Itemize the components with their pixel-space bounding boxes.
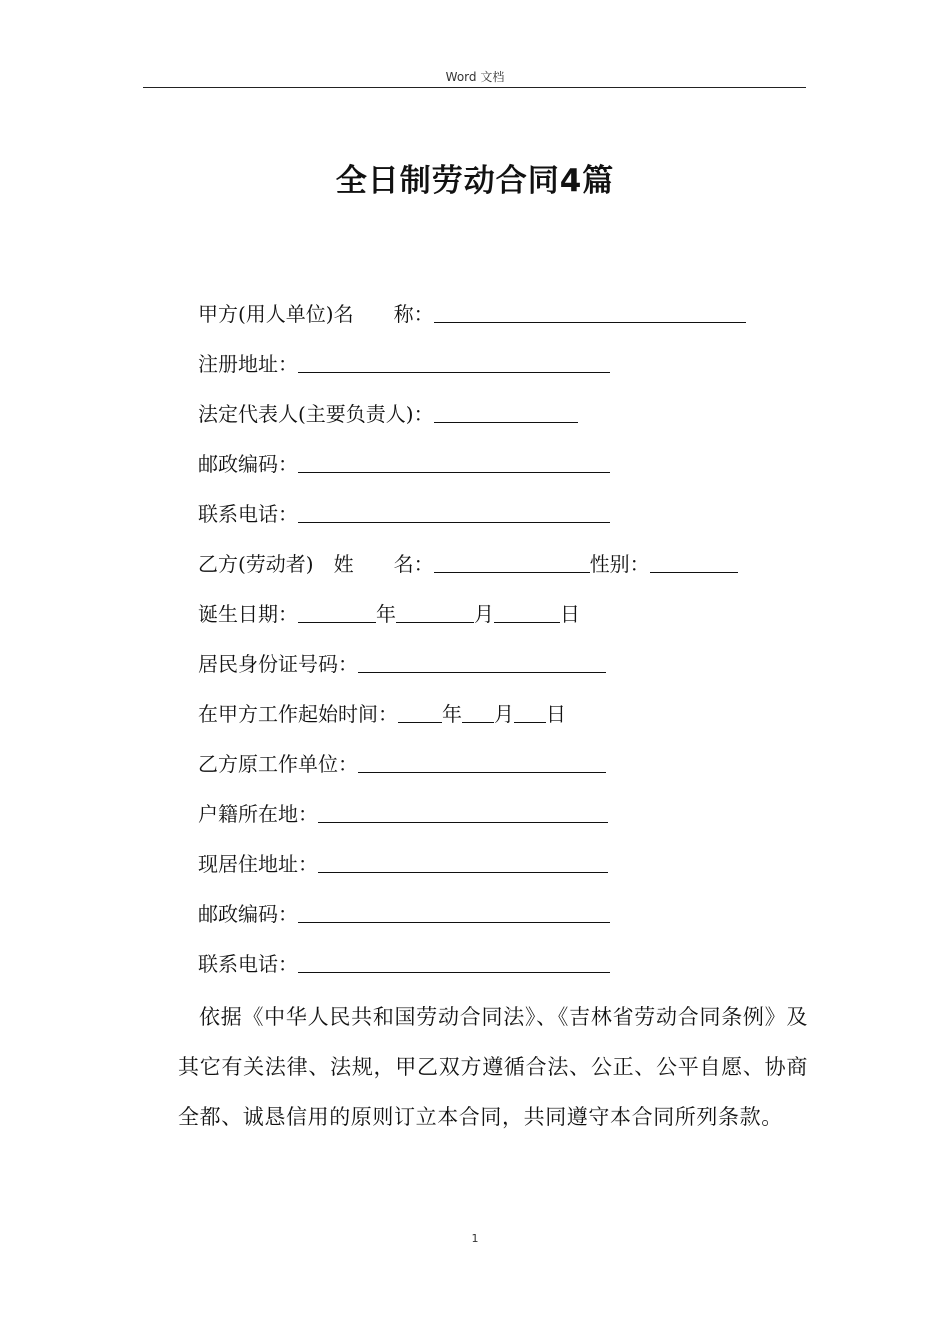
form-row-party-a-postcode xyxy=(198,446,746,496)
household-field[interactable] xyxy=(318,796,608,823)
party-a-address-label: 注册地址： xyxy=(198,352,298,376)
document-title: 全日制劳动合同4篇 xyxy=(335,163,615,199)
current-address-field[interactable] xyxy=(318,846,608,873)
form-row-party-a-name xyxy=(198,296,746,346)
contract-party-form xyxy=(198,296,746,996)
form-row-start-date xyxy=(198,696,746,746)
form-row-household xyxy=(198,796,746,846)
page-header: Word 文档 xyxy=(445,70,505,84)
page-number: 1 xyxy=(471,1232,479,1245)
previous-employer-field[interactable] xyxy=(358,746,606,773)
month-label: 月 xyxy=(494,702,514,726)
party-b-postcode-field[interactable] xyxy=(298,896,610,923)
party-a-phone-field[interactable] xyxy=(298,496,610,523)
birth-year-field[interactable] xyxy=(298,596,376,623)
party-b-phone-label: 联系电话： xyxy=(198,952,298,976)
form-row-party-a-phone xyxy=(198,496,746,546)
form-row-id-number xyxy=(198,646,746,696)
month-label: 月 xyxy=(474,602,494,626)
form-row-party-a-address xyxy=(198,346,746,396)
legal-rep-label: 法定代表人(主要负责人)： xyxy=(198,402,434,426)
start-date-label: 在甲方工作起始时间： xyxy=(198,702,398,726)
party-a-address-field[interactable] xyxy=(298,346,610,373)
day-label: 日 xyxy=(546,702,566,726)
form-row-party-b-postcode xyxy=(198,896,746,946)
start-year-field[interactable] xyxy=(398,696,442,723)
form-row-current-address xyxy=(198,846,746,896)
current-address-label: 现居住地址： xyxy=(198,852,318,876)
party-b-phone-field[interactable] xyxy=(298,946,610,973)
birth-day-field[interactable] xyxy=(494,596,560,623)
form-row-party-b-phone xyxy=(198,946,746,996)
form-row-birth-date xyxy=(198,596,746,646)
id-number-label: 居民身份证号码： xyxy=(198,652,358,676)
year-label: 年 xyxy=(376,602,396,626)
form-row-previous-employer xyxy=(198,746,746,796)
birth-date-label: 诞生日期： xyxy=(198,602,298,626)
previous-employer-label: 乙方原工作单位： xyxy=(198,752,358,776)
header-divider xyxy=(143,87,806,88)
gender-label: 性别： xyxy=(589,552,650,576)
party-a-phone-label: 联系电话： xyxy=(198,502,298,526)
id-number-field[interactable] xyxy=(358,646,606,673)
form-row-legal-rep xyxy=(198,396,746,446)
birth-month-field[interactable] xyxy=(396,596,474,623)
legal-rep-field[interactable] xyxy=(434,396,578,423)
household-label: 户籍所在地： xyxy=(198,802,318,826)
form-row-party-b-name xyxy=(198,546,746,596)
start-month-field[interactable] xyxy=(462,696,494,723)
party-a-postcode-label: 邮政编码： xyxy=(198,452,298,476)
party-b-name-label: 乙方(劳动者) 姓 名： xyxy=(198,552,434,576)
gender-field[interactable] xyxy=(650,546,738,573)
day-label: 日 xyxy=(560,602,580,626)
party-a-name-label: 甲方(用人单位)名 称： xyxy=(198,302,434,326)
start-day-field[interactable] xyxy=(514,696,546,723)
party-a-name-field[interactable] xyxy=(434,296,746,323)
party-a-postcode-field[interactable] xyxy=(298,446,610,473)
preamble-paragraph: 依据《中华人民共和国劳动合同法》、《吉林省劳动合同条例》及其它有关法律、法规，甲乙双方遵循合法、公正、公平自愿、协商全都、诚恳信用的原则订立本合同，共同遵守本合同所列条款。 xyxy=(178,1005,808,1129)
party-b-postcode-label: 邮政编码： xyxy=(198,902,298,926)
party-b-name-field[interactable] xyxy=(434,546,590,573)
year-label: 年 xyxy=(442,702,462,726)
